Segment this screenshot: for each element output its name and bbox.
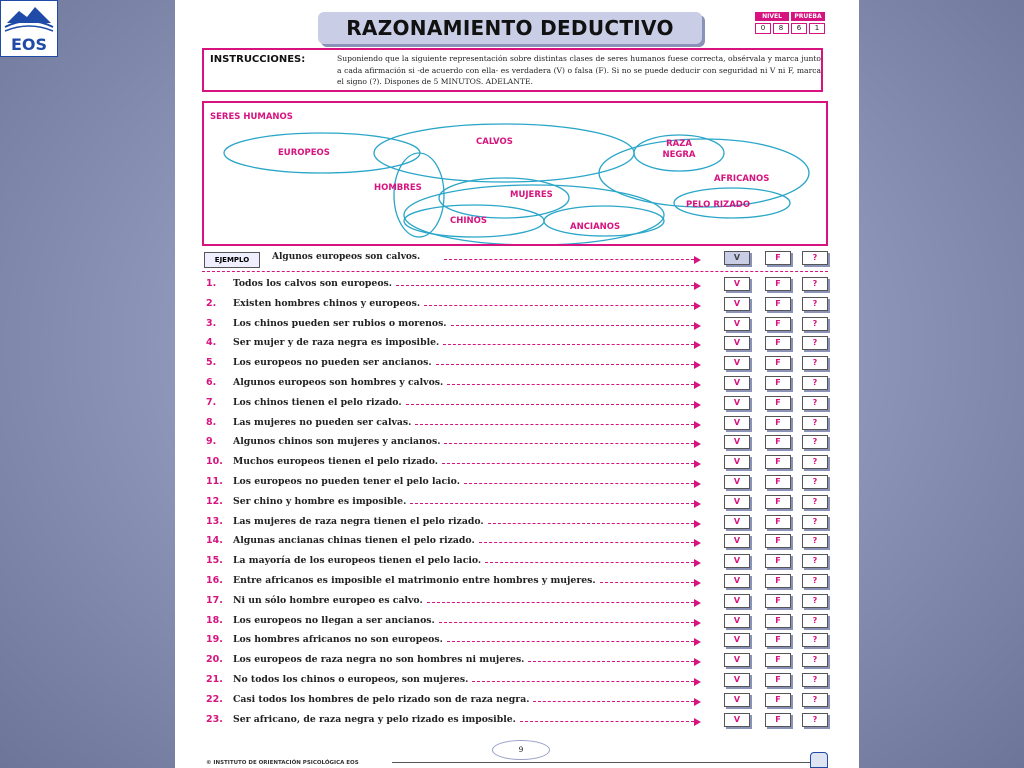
page-footer [202,740,828,768]
arrow-icon [694,381,701,389]
question-number: 15. [206,555,223,567]
answer-f-button[interactable]: F [765,534,791,548]
question-row [202,474,828,494]
dashed-leader [427,602,694,603]
answer-v-button[interactable]: V [724,416,750,430]
copyright-text: © INSTITUTO DE ORIENTACIÓN PSICOLÓGICA EOS [206,760,359,766]
question-statement: Los europeos no pueden ser ancianos. [233,357,432,369]
worksheet-page [175,0,859,768]
answer-question-button[interactable]: ? [802,336,828,350]
answer-f-button[interactable]: F [765,574,791,588]
answer-v-button[interactable]: V [724,693,750,707]
label-hombres: HOMBRES [374,183,422,193]
answer-question-button[interactable]: ? [802,554,828,568]
answer-v-button[interactable]: V [724,614,750,628]
question-row [202,514,828,534]
answer-question-button[interactable]: ? [802,534,828,548]
question-list [202,276,828,731]
answer-f-button[interactable]: F [765,495,791,509]
question-number: 3. [206,317,217,329]
question-statement: Ser africano, de raza negra y pelo rizado es imposible. [233,713,516,725]
instructions-box [202,48,823,92]
question-number: 14. [206,535,223,547]
question-row [202,652,828,672]
title-banner [318,12,702,44]
question-row [202,415,828,435]
answer-question-button[interactable]: ? [802,435,828,449]
answer-v-button[interactable]: V [724,376,750,390]
diagram-title: SERES HUMANOS [210,112,293,122]
question-row [202,296,828,316]
example-separator [202,271,828,272]
question-statement: Entre africanos es imposible el matrimonio entre hombres y mujeres. [233,574,596,586]
answer-v-button[interactable]: V [724,297,750,311]
answer-f-button[interactable]: F [765,594,791,608]
question-statement: Existen hombres chinos y europeos. [233,297,421,309]
question-statement: Casi todos los hombres de pelo rizado son de raza negra. [233,693,530,705]
question-row [202,692,828,712]
dashed-leader [600,582,694,583]
label-calvos: CALVOS [476,137,513,147]
answer-f-button[interactable]: F [765,396,791,410]
question-statement: Las mujeres de raza negra tienen el pelo rizado. [233,515,484,527]
dashed-leader [424,305,694,306]
answer-v-button[interactable]: V [724,574,750,588]
logo-text: EOS [10,35,48,54]
question-row [202,434,828,454]
arrow-icon [694,401,701,409]
answer-question-button[interactable]: ? [802,356,828,370]
answer-f-button[interactable]: F [765,713,791,727]
arrow-icon [694,282,701,290]
example-v-button[interactable]: V [724,251,750,265]
answer-question-button[interactable]: ? [802,713,828,727]
dashed-leader [447,641,694,642]
page-title: RAZONAMIENTO DEDUCTIVO [346,16,674,40]
question-row [202,395,828,415]
dashed-leader [528,661,694,662]
question-number: 23. [206,713,223,725]
code-digit: 6 [791,23,807,34]
answer-v-button[interactable]: V [724,713,750,727]
arrow-icon [694,302,701,310]
question-row [202,494,828,514]
question-number: 20. [206,654,223,666]
arrow-icon [694,361,701,369]
dashed-leader [443,344,694,345]
question-number: 12. [206,495,223,507]
question-statement: Todos los calvos son europeos. [233,278,393,289]
arrow-icon [694,421,701,429]
answer-question-button[interactable]: ? [802,574,828,588]
answer-v-button[interactable]: V [724,554,750,568]
question-row [202,454,828,474]
answer-question-button[interactable]: ? [802,614,828,628]
question-number: 21. [206,673,223,685]
question-number: 17. [206,594,223,606]
answer-f-button[interactable]: F [765,416,791,430]
dashed-leader [439,622,694,623]
question-statement: Las mujeres no pueden ser calvas. [233,416,412,428]
dashed-leader [444,259,694,260]
answer-v-button[interactable]: V [724,455,750,469]
question-statement: Algunas ancianas chinas tienen el pelo rizado. [233,535,475,547]
dashed-leader [442,463,694,464]
arrow-icon [694,520,701,528]
question-statement: Algunos europeos son hombres y calvos. [233,376,444,388]
answer-f-button[interactable]: F [765,317,791,331]
question-row [202,712,828,732]
dashed-leader [472,681,694,682]
question-number: 2. [206,297,217,309]
question-row [202,375,828,395]
answer-question-button[interactable]: ? [802,693,828,707]
arrow-icon [694,460,701,468]
arrow-icon [694,698,701,706]
answer-question-button[interactable]: ? [802,594,828,608]
label-raza-negra: RAZA NEGRA [662,139,696,160]
question-row [202,632,828,652]
question-number: 7. [206,396,217,408]
dashed-leader [396,285,694,286]
question-number: 8. [206,416,217,428]
arrow-icon [694,440,701,448]
example-question-button[interactable]: ? [802,251,828,265]
dashed-leader [464,483,694,484]
answer-v-button[interactable]: V [724,673,750,687]
question-row [202,613,828,633]
example-text: Algunos europeos son calvos. [272,252,421,262]
arrow-icon [694,599,701,607]
question-row [202,335,828,355]
eos-logo [0,0,58,57]
question-number: 19. [206,634,223,646]
dashed-leader [488,523,694,524]
label-ancianos: ANCIANOS [570,222,621,232]
arrow-icon [694,678,701,686]
question-number: 22. [206,693,223,705]
answer-f-button[interactable]: F [765,673,791,687]
answer-v-button[interactable]: V [724,475,750,489]
publisher-mark-icon [810,752,828,768]
label-europeos: EUROPEOS [278,148,330,158]
venn-diagram [202,101,828,246]
arrow-icon [694,500,701,508]
question-statement: Ser mujer y de raza negra es imposible. [233,337,440,349]
arrow-icon [694,322,701,330]
dashed-leader [406,404,694,405]
answer-f-button[interactable]: F [765,554,791,568]
question-statement: Los chinos tienen el pelo rizado. [233,396,402,408]
page-number: 9 [492,740,550,760]
question-statement: Algunos chinos son mujeres y ancianos. [233,436,441,448]
question-number: 11. [206,475,223,487]
answer-v-button[interactable]: V [724,396,750,410]
question-number: 5. [206,357,217,369]
question-statement: Los europeos no llegan a ser ancianos. [233,614,435,626]
question-statement: Muchos europeos tienen el pelo rizado. [233,456,438,468]
question-statement: Ser chino y hombre es imposible. [233,495,407,507]
dashed-leader [436,364,694,365]
arrow-icon [694,718,701,726]
eos-logo-icon [1,1,57,56]
dashed-leader [533,701,694,702]
answer-question-button[interactable]: ? [802,455,828,469]
dashed-leader [485,562,694,563]
arrow-icon [694,619,701,627]
answer-f-button[interactable]: F [765,633,791,647]
arrow-icon [694,579,701,587]
answer-question-button[interactable]: ? [802,653,828,667]
answer-f-button[interactable]: F [765,277,791,291]
answer-question-button[interactable]: ? [802,376,828,390]
dashed-leader [447,384,694,385]
answer-v-button[interactable]: V [724,653,750,667]
answer-question-button[interactable]: ? [802,297,828,311]
question-row [202,316,828,336]
code-digit: 0 [755,23,771,34]
answer-question-button[interactable]: ? [802,396,828,410]
answer-question-button[interactable]: ? [802,475,828,489]
question-number: 10. [206,456,223,468]
question-row [202,533,828,553]
question-row [202,355,828,375]
nivel-prueba-box [755,12,825,34]
question-statement: Los chinos pueden ser rubios o morenos. [233,317,447,329]
question-number: 18. [206,614,223,626]
answer-v-button[interactable]: V [724,534,750,548]
question-number: 16. [206,574,223,586]
answer-question-button[interactable]: ? [802,416,828,430]
question-statement: Los europeos no pueden tener el pelo lacio. [233,475,460,487]
answer-f-button[interactable]: F [765,693,791,707]
answer-f-button[interactable]: F [765,614,791,628]
example-f-button[interactable]: F [765,251,791,265]
question-row [202,553,828,573]
arrow-icon [694,658,701,666]
question-number: 9. [206,436,217,448]
code-digit: 8 [773,23,789,34]
arrow-icon [694,341,701,349]
answer-f-button[interactable]: F [765,376,791,390]
answer-v-button[interactable]: V [724,495,750,509]
question-number: 6. [206,376,217,388]
answer-f-button[interactable]: F [765,653,791,667]
answer-v-button[interactable]: V [724,594,750,608]
question-number: 13. [206,515,223,527]
arrow-icon [694,480,701,488]
arrow-icon [694,638,701,646]
dashed-leader [410,503,694,504]
question-statement: No todos los chinos o europeos, son mujeres. [233,673,469,685]
nivel-label: NIVEL [755,12,789,21]
question-row [202,672,828,692]
answer-v-button[interactable]: V [724,317,750,331]
answer-f-button[interactable]: F [765,336,791,350]
instructions-label: INSTRUCCIONES: [210,54,306,65]
answer-f-button[interactable]: F [765,297,791,311]
question-number: 4. [206,337,217,349]
label-pelo-rizado: PELO RIZADO [686,200,751,210]
arrow-icon [694,256,701,264]
question-row [202,276,828,296]
answer-v-button[interactable]: V [724,633,750,647]
arrow-icon [694,539,701,547]
instructions-text: Suponiendo que la siguiente representación sobre distintas clases de seres humanos fuese correcta, obsérvala y marca junto a cada afirmación si -de acuerdo con ella- es verdadera (V) o falsa (F). Si no se puede deducir con seguridad ni V ni F, marca el signo (?). Dispones de 5 MINUTOS. ADELANTE. [337,54,821,86]
answer-question-button[interactable]: ? [802,495,828,509]
label-mujeres: MUJERES [510,190,553,200]
dashed-leader [415,424,694,425]
answer-f-button[interactable]: F [765,356,791,370]
footer-rule [392,762,812,763]
dashed-leader [520,721,694,722]
answer-question-button[interactable]: ? [802,673,828,687]
dashed-leader [479,542,694,543]
question-row [202,573,828,593]
question-statement: Ni un sólo hombre europeo es calvo. [233,594,423,606]
question-number: 1. [206,278,217,289]
example-tag: EJEMPLO [204,252,260,268]
answer-f-button[interactable]: F [765,475,791,489]
label-africanos: AFRICANOS [714,174,770,184]
arrow-icon [694,559,701,567]
question-row [202,593,828,613]
answer-v-button[interactable]: V [724,356,750,370]
answer-question-button[interactable]: ? [802,277,828,291]
example-row [202,250,828,270]
label-chinos: CHINOS [450,216,487,226]
answer-question-button[interactable]: ? [802,515,828,529]
answer-f-button[interactable]: F [765,515,791,529]
answer-question-button[interactable]: ? [802,633,828,647]
dashed-leader [451,325,694,326]
answer-f-button[interactable]: F [765,435,791,449]
answer-v-button[interactable]: V [724,277,750,291]
question-statement: La mayoría de los europeos tienen el pelo lacio. [233,555,482,567]
dashed-leader [444,443,694,444]
question-statement: Los hombres africanos no son europeos. [233,634,443,646]
answer-v-button[interactable]: V [724,336,750,350]
answer-f-button[interactable]: F [765,455,791,469]
question-statement: Los europeos de raza negra no son hombres ni mujeres. [233,654,525,666]
answer-v-button[interactable]: V [724,515,750,529]
prueba-label: PRUEBA [791,12,825,21]
answer-question-button[interactable]: ? [802,317,828,331]
code-digit: 1 [809,23,825,34]
answer-v-button[interactable]: V [724,435,750,449]
